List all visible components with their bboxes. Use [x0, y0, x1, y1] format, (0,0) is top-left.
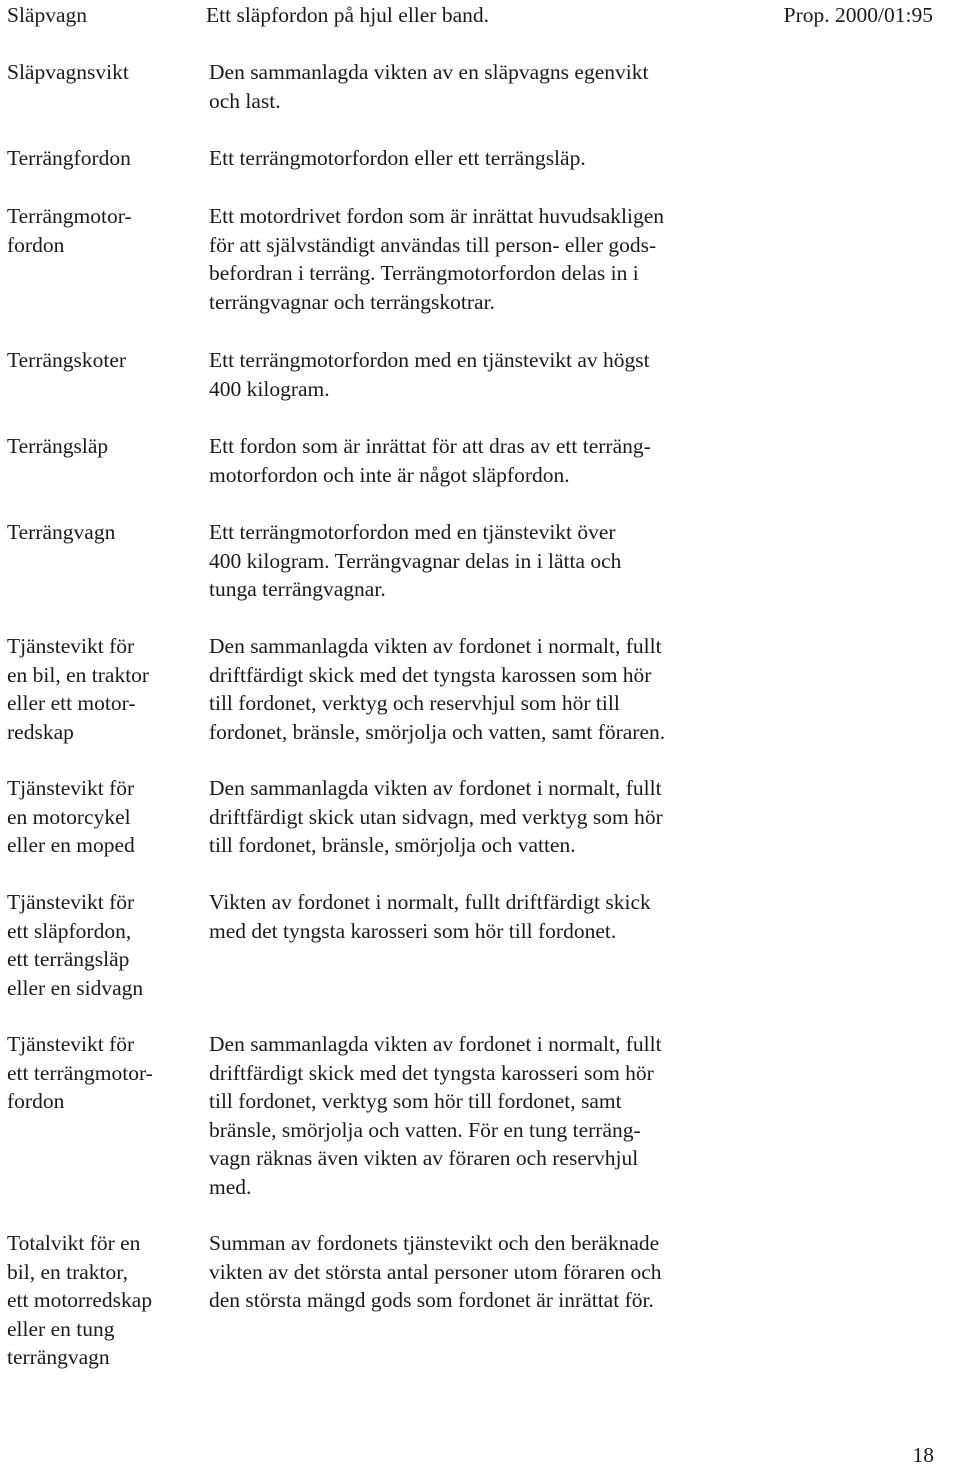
definition-line: till fordonet, bränsle, smörjolja och vatten.	[209, 833, 576, 858]
definition-line: med det tyngsta karosseri som hör till fordonet.	[209, 918, 617, 943]
definition-line: Den sammanlagda vikten av fordonet i normalt, fullt	[209, 776, 662, 800]
definition-line: tunga terrängvagnar.	[209, 577, 386, 602]
definition-line: Vikten av fordonet i normalt, fullt driftfärdigt skick	[209, 890, 651, 914]
term-line: eller en moped	[7, 833, 135, 858]
definition-line: 400 kilogram. Terrängvagnar delas in i lätta och	[209, 548, 622, 573]
entry-definition	[209, 888, 735, 945]
term-line: Tjänstevikt för	[7, 1032, 135, 1056]
entry-definition	[209, 58, 735, 115]
entry-term	[7, 1030, 177, 1116]
entry-term	[7, 144, 177, 173]
definition-line: med.	[209, 1174, 252, 1199]
definition-line: motorfordon och inte är något släpfordon.	[209, 462, 570, 487]
definition-line: terrängvagnar och terrängskotrar.	[209, 289, 495, 314]
term-line: fordon	[7, 1089, 65, 1114]
entry-term	[7, 58, 177, 87]
term-line: bil, en traktor,	[7, 1259, 128, 1284]
term-line: redskap	[7, 719, 74, 744]
definition-line: Ett terrängmotorfordon med en tjänstevikt över	[209, 520, 616, 544]
term-line: Terrängfordon	[7, 146, 131, 170]
definition-line: fordonet, bränsle, smörjolja och vatten, samt föraren.	[209, 719, 666, 744]
term-line: eller en tung	[7, 1316, 115, 1341]
entry-definition	[209, 774, 735, 860]
definition-line: Den sammanlagda vikten av en släpvagns egenvikt	[209, 60, 649, 84]
term-line: ett terrängmotor-	[7, 1060, 153, 1085]
header-left-term: Släpvagn	[7, 3, 88, 27]
term-line: eller en sidvagn	[7, 975, 144, 1000]
term-line: Tjänstevikt för	[7, 776, 135, 800]
definition-line: Ett motordrivet fordon som är inrättat huvudsakligen	[209, 204, 664, 228]
definition-line: Ett fordon som är inrättat för att dras av ett terräng-	[209, 434, 651, 458]
entry-term	[7, 1229, 177, 1372]
entry-term	[7, 432, 177, 461]
definition-line: den största mängd gods som fordonet är inrättat för.	[209, 1288, 654, 1313]
term-line: Terrängskoter	[7, 348, 127, 372]
entry-definition	[209, 432, 735, 489]
term-line: Terrängvagn	[7, 520, 116, 544]
definition-line: befordran i terräng. Terrängmotorfordon delas in i	[209, 261, 639, 286]
entry-definition	[209, 632, 735, 746]
entry-definition	[209, 346, 735, 403]
entry-definition	[209, 518, 735, 604]
entry-definition	[209, 1030, 735, 1202]
entry-term	[7, 346, 177, 375]
term-line: en motorcykel	[7, 804, 131, 829]
entry-definition	[209, 1229, 735, 1315]
header-middle-definition: Ett släpfordon på hjul eller band.	[206, 3, 490, 27]
entry-term	[7, 632, 177, 746]
term-line: terrängvagn	[7, 1345, 110, 1370]
term-line: fordon	[7, 232, 65, 257]
term-line: en bil, en traktor	[7, 662, 150, 687]
term-line: ett motorredskap	[7, 1288, 153, 1313]
page-header	[0, 0, 960, 30]
definition-line: till fordonet, verktyg och reservhjul som hör till	[209, 691, 620, 716]
definition-line: driftfärdigt skick med det tyngsta karossen som hör	[209, 662, 652, 687]
entry-definition	[209, 144, 735, 173]
definition-line: till fordonet, verktyg som hör till fordonet, samt	[209, 1089, 622, 1114]
definition-line: bränsle, smörjolja och vatten. För en tung terräng-	[209, 1117, 641, 1142]
term-line: Släpvagnsvikt	[7, 60, 129, 84]
definition-line: och last.	[209, 88, 281, 113]
entry-definition	[209, 202, 735, 316]
definition-line: Summan av fordonets tjänstevikt och den beräknade	[209, 1231, 660, 1255]
definition-line: driftfärdigt skick utan sidvagn, med verktyg som hör	[209, 804, 663, 829]
definition-line: Den sammanlagda vikten av fordonet i normalt, fullt	[209, 634, 662, 658]
term-line: Tjänstevikt för	[7, 890, 135, 914]
definition-line: för att självständigt användas till person- eller gods-	[209, 232, 657, 257]
definition-line: driftfärdigt skick med det tyngsta karosseri som hör	[209, 1060, 654, 1085]
definition-line: Den sammanlagda vikten av fordonet i normalt, fullt	[209, 1032, 662, 1056]
entry-term	[7, 202, 177, 259]
term-line: Totalvikt för en	[7, 1231, 141, 1255]
entry-term	[7, 888, 177, 1002]
term-line: ett släpfordon,	[7, 918, 132, 943]
page-number: 18	[912, 1443, 934, 1467]
entry-term	[7, 518, 177, 547]
header-publication-reference: Prop. 2000/01:95	[783, 3, 933, 27]
term-line: Tjänstevikt för	[7, 634, 135, 658]
definition-line: vikten av det största antal personer utom föraren och	[209, 1259, 662, 1284]
definition-line: Ett terrängmotorfordon med en tjänstevikt av högst	[209, 348, 650, 372]
term-line: eller ett motor-	[7, 691, 136, 716]
definition-line: Ett terrängmotorfordon eller ett terrängsläp.	[209, 146, 586, 170]
term-line: Terrängsläp	[7, 434, 109, 458]
entry-term	[7, 774, 177, 860]
term-line: ett terrängsläp	[7, 947, 130, 972]
definition-line: 400 kilogram.	[209, 376, 330, 401]
term-line: Terrängmotor-	[7, 204, 132, 228]
definition-line: vagn räknas även vikten av föraren och reservhjul	[209, 1146, 639, 1171]
